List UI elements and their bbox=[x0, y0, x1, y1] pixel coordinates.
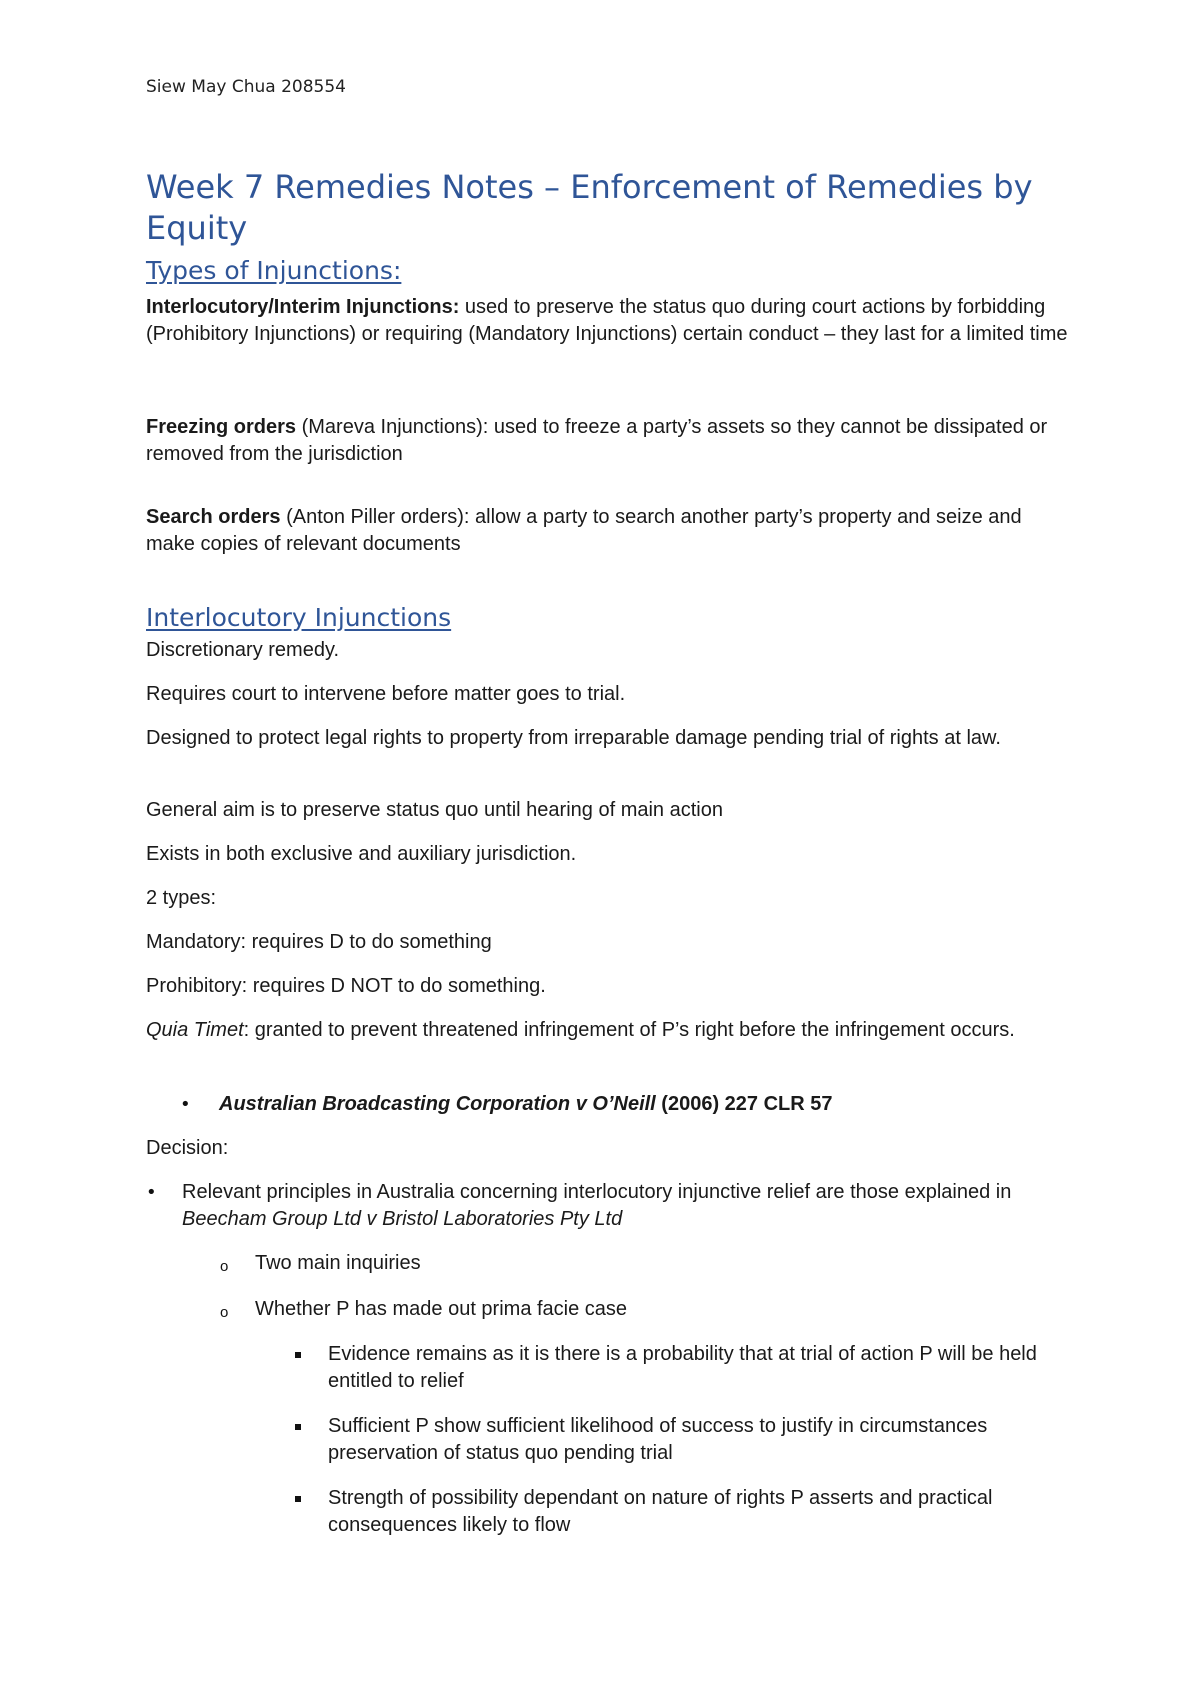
section-heading-types: Types of Injunctions: bbox=[146, 256, 402, 285]
term: Quia Timet bbox=[146, 1019, 244, 1041]
sub-sub-point: Sufficient P show sufficient likelihood of success to justify in circumstances preservation of status quo pending trial bbox=[328, 1415, 988, 1464]
term: Search orders bbox=[146, 506, 281, 528]
sub-point: Whether P has made out prima facie case bbox=[255, 1298, 628, 1320]
author-header: Siew May Chua 208554 bbox=[146, 77, 346, 97]
paragraph: Requires court to intervene before matter goes to trial. bbox=[146, 683, 626, 705]
description: : granted to prevent threatened infringement of P’s right before the infringement occurs. bbox=[243, 1019, 1015, 1041]
injunction-type-freezing bbox=[146, 414, 1076, 468]
description: Relevant principles in Australia concerning interlocutory injunctive relief are those explained in bbox=[182, 1181, 1012, 1203]
paragraph: Exists in both exclusive and auxiliary jurisdiction. bbox=[146, 843, 577, 865]
paragraph: Designed to protect legal rights to property from irreparable damage pending trial of rights at law. bbox=[146, 727, 1001, 749]
description: (Mareva Injunctions): used to freeze a party’s assets so they cannot be dissipated or removed from the jurisdiction bbox=[146, 416, 1048, 465]
bullet-icon: • bbox=[146, 1182, 157, 1203]
document-title: Week 7 Remedies Notes – Enforcement of Remedies by Equity bbox=[146, 168, 1033, 247]
section-heading-interlocutory: Interlocutory Injunctions bbox=[146, 603, 452, 632]
paragraph: General aim is to preserve status quo until hearing of main action bbox=[146, 799, 723, 821]
description: (Anton Piller orders): allow a party to search another party’s property and seize and make copies of relevant documents bbox=[146, 506, 1022, 555]
case-name: Australian Broadcasting Corporation v O’Neill bbox=[219, 1093, 656, 1115]
sub-point: Two main inquiries bbox=[255, 1252, 421, 1274]
paragraph: Discretionary remedy. bbox=[146, 639, 340, 661]
sub-sub-point: Evidence remains as it is there is a probability that at trial of action P will be held entitled to relief bbox=[328, 1343, 1037, 1392]
sub-sub-point: Strength of possibility dependant on nature of rights P asserts and practical consequences likely to flow bbox=[328, 1487, 993, 1536]
injunction-type-interlocutory bbox=[146, 294, 1076, 348]
decision-label: Decision: bbox=[146, 1137, 229, 1159]
paragraph: 2 types: bbox=[146, 887, 217, 909]
citation: (2006) 227 CLR 57 bbox=[655, 1093, 833, 1115]
quia-timet-paragraph bbox=[146, 1017, 1076, 1044]
circle-bullet-icon: o bbox=[220, 1258, 229, 1275]
description: used to preserve the status quo during court actions by forbidding (Prohibitory Injunctions) or requiring (Mandatory Injunctions) certain conduct – they last for a limited time bbox=[146, 296, 1068, 345]
paragraph: Prohibitory: requires D NOT to do something. bbox=[146, 975, 546, 997]
term: Freezing orders bbox=[146, 416, 297, 438]
term: Interlocutory/Interim Injunctions: bbox=[146, 296, 460, 318]
case-citation bbox=[219, 1091, 1119, 1118]
square-bullet-icon bbox=[295, 1496, 301, 1502]
bullet-icon: • bbox=[180, 1094, 191, 1115]
decision-point bbox=[182, 1179, 1082, 1233]
square-bullet-icon bbox=[295, 1352, 301, 1358]
case-name: Beecham Group Ltd v Bristol Laboratories Pty Ltd bbox=[182, 1208, 623, 1230]
injunction-type-search bbox=[146, 504, 1076, 558]
square-bullet-icon bbox=[295, 1424, 301, 1430]
paragraph: Mandatory: requires D to do something bbox=[146, 931, 492, 953]
circle-bullet-icon: o bbox=[220, 1304, 229, 1321]
